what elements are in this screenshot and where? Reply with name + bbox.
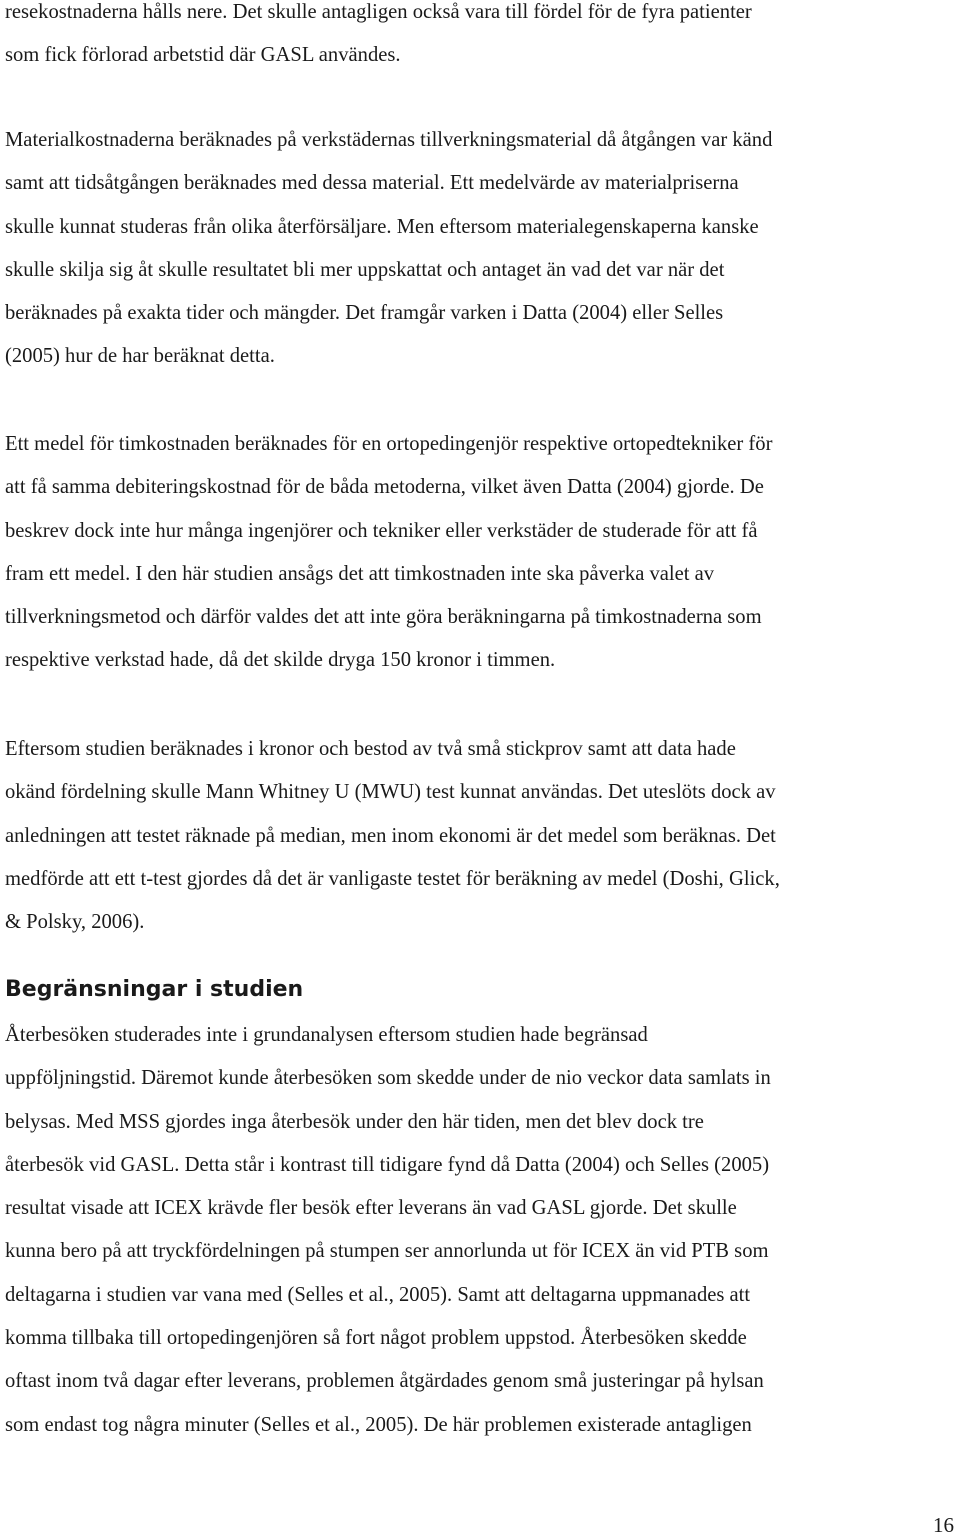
text-line: beskrev dock inte hur många ingenjörer och tekniker eller verkstäder de studerade för att få <box>5 519 758 542</box>
text-line: kunna bero på att tryckfördelningen på stumpen ser annorlunda ut för ICEX än vid PTB som <box>5 1240 769 1263</box>
paragraph-4 <box>5 728 780 944</box>
text-line: samt att tidsåtgången beräknades med dessa material. Ett medelvärde av materialpriserna <box>5 172 739 195</box>
text-line: tillverkningsmetod och därför valdes det att inte göra beräkningarna på timkostnaderna som <box>5 606 762 629</box>
text-line: skulle skilja sig åt skulle resultatet bli mer uppskattat och antaget än vad det var när det <box>5 258 725 281</box>
text-line: belysas. Med MSS gjordes inga återbesök under den här tiden, men det blev dock tre <box>5 1110 704 1133</box>
paragraph-1 <box>5 0 752 78</box>
text-line: Materialkostnaderna beräknades på verkstädernas tillverkningsmaterial då åtgången var känd <box>5 129 773 151</box>
text-line: beräknades på exakta tider och mängder. Det framgår varken i Datta (2004) eller Selles <box>5 302 724 325</box>
text-line: resekostnaderna hålls nere. Det skulle antagligen också vara till fördel för de fyra patienter <box>5 1 752 23</box>
text-line: Eftersom studien beräknades i kronor och bestod av två små stickprov samt att data hade <box>5 738 736 760</box>
text-line: respektive verkstad hade, då det skilde dryga 150 kronor i timmen. <box>5 649 556 672</box>
text-line: oftast inom två dagar efter leverans, problemen åtgärdades genom små justeringar på hylsan <box>5 1370 764 1393</box>
text-line: medförde att ett t-test gjordes då det är vanligaste testet för beräkning av medel (Doshi, Glick, <box>5 867 780 890</box>
text-line: skulle kunnat studeras från olika återförsäljare. Men eftersom materialegenskaperna kanske <box>5 215 759 238</box>
text-line: återbesök vid GASL. Detta står i kontrast till tidigare fynd då Datta (2004) och Selles (2005) <box>5 1153 770 1176</box>
text-line: deltagarna i studien var vana med (Selles et al., 2005). Samt att deltagarna uppmanades att <box>5 1283 751 1306</box>
text-line: Ett medel för timkostnaden beräknades för en ortopedingenjör respektive ortopedtekniker för <box>5 433 773 455</box>
text-line: Återbesöken studerades inte i grundanalysen eftersom studien hade begränsad <box>5 1024 648 1046</box>
text-line: okänd fördelning skulle Mann Whitney U (MWU) test kunnat användas. Det uteslöts dock av <box>5 781 776 804</box>
section-heading: Begränsningar i studien <box>5 977 304 1002</box>
paragraph-2 <box>5 119 772 379</box>
text-line: (2005) hur de har beräknat detta. <box>5 345 275 368</box>
paragraph-3 <box>5 423 772 683</box>
text-line: som fick förlorad arbetstid där GASL användes. <box>5 44 401 67</box>
text-line: resultat visade att ICEX krävde fler besök efter leverans än vad GASL gjorde. Det skulle <box>5 1197 737 1220</box>
page-number: 16 <box>933 1513 954 1537</box>
text-line: att få samma debiteringskostnad för de båda metoderna, vilket även Datta (2004) gjorde. De <box>5 476 764 499</box>
text-line: komma tillbaka till ortopedingenjören så fort något problem uppstod. Återbesöken skedde <box>5 1327 747 1350</box>
text-line: fram ett medel. I den här studien ansågs det att timkostnaden inte ska påverka valet av <box>5 562 715 585</box>
text-line: uppföljningstid. Däremot kunde återbesöken som skedde under de nio veckor data samlats in <box>5 1067 771 1090</box>
text-line: & Polsky, 2006). <box>5 911 145 934</box>
section-body <box>5 1014 771 1447</box>
text-line: som endast tog några minuter (Selles et al., 2005). De här problemen existerade antagligen <box>5 1413 752 1436</box>
text-line: anledningen att testet räknade på median, men inom ekonomi är det medel som beräknas. Det <box>5 824 776 847</box>
